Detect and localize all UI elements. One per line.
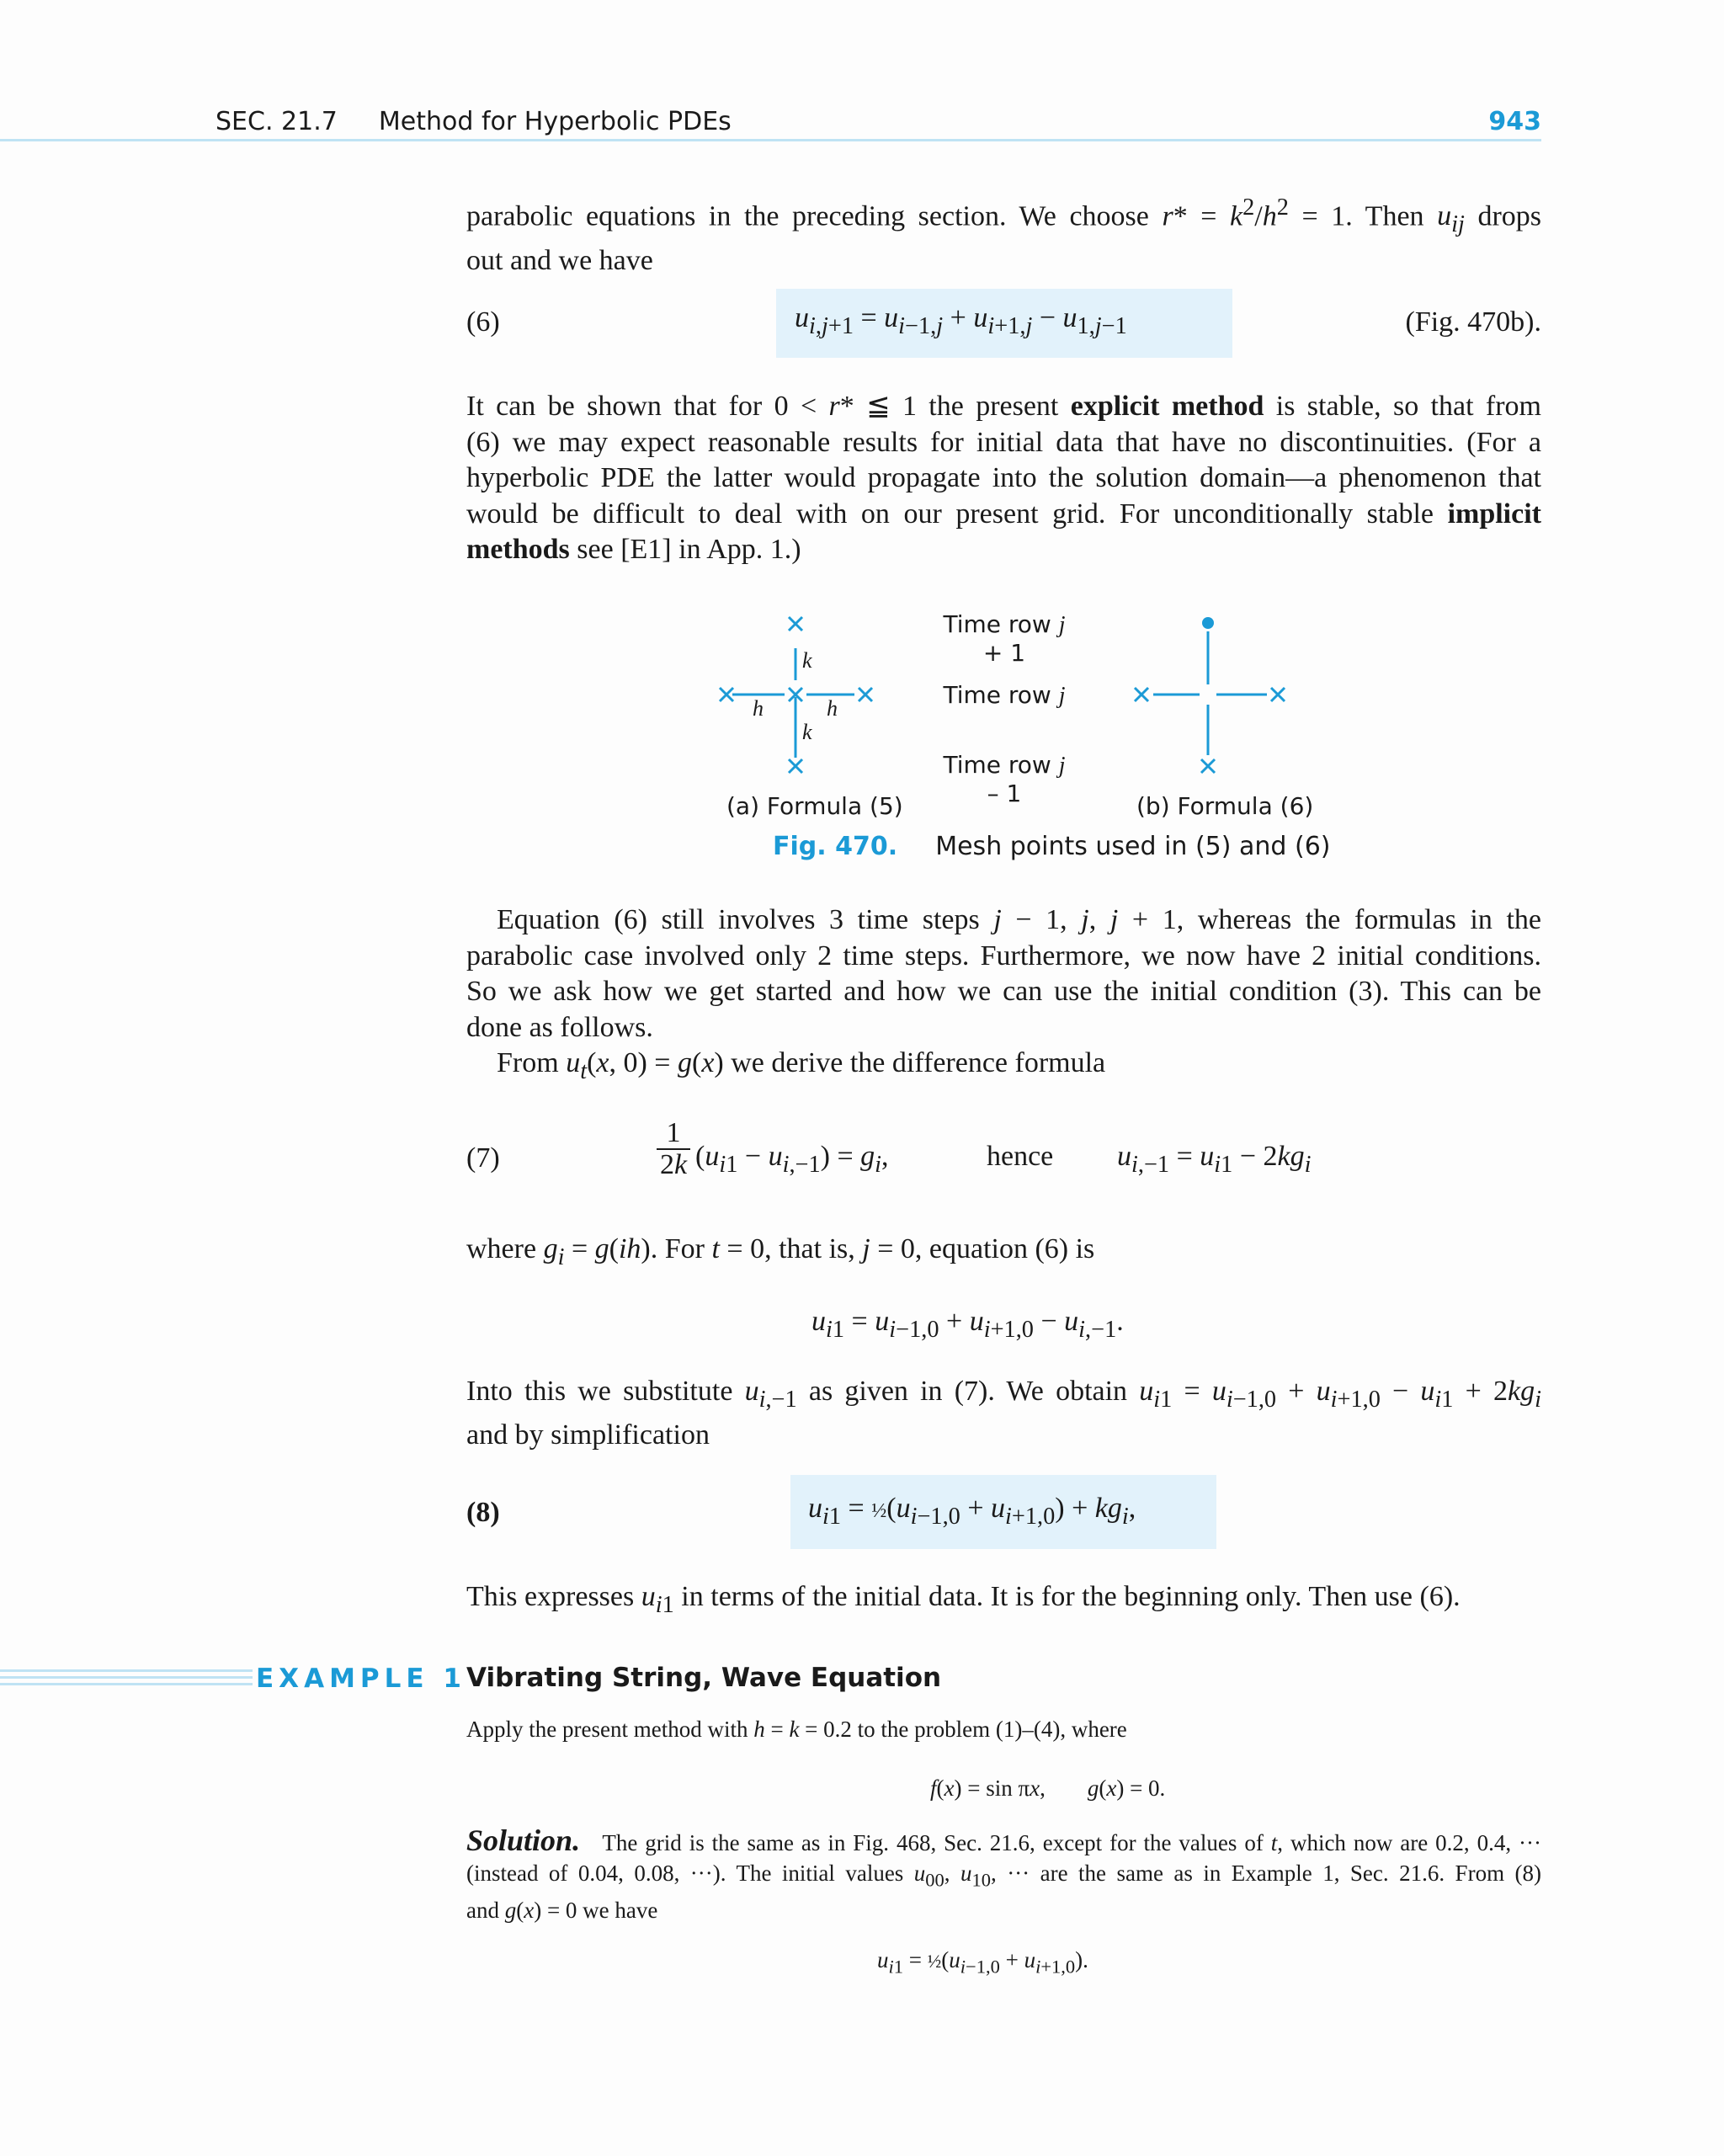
para3-line5: From $u_t(x$, 0) = g(x) we derive the difference formula <box>497 1047 1106 1084</box>
para2-line1: It can be shown that for 0 < r* ≦ 1 the present explicit method is stable, so that from <box>466 391 1541 422</box>
para3-line1: Equation (6) still involves 3 time steps j − 1, j, j + 1, whereas the formulas in the <box>497 904 1542 935</box>
para3-line3: So we ask how we get started and how we can use the initial condition (3). This can be <box>466 976 1541 1007</box>
example-intro: Apply the present method with h = k = 0.2 to the problem (1)–(4), where <box>466 1717 1127 1742</box>
solution-line1: Solution. The grid is the same as in Fig. 468, Sec. 21.6, except for the values of t, which now are 0.2, 0.4, ··· <box>466 1823 1541 1857</box>
paragraph-where: where $g_i = g(ih)$. For t = 0, that is, j = 0, equation (6) is <box>466 1233 1095 1270</box>
para2-line3: hyperbolic PDE the latter would propagate into the solution domain—a phenomenon that <box>466 462 1541 493</box>
fig-a-label-k-bottom: k <box>802 720 812 744</box>
eq6-formula: $u_{i,j+1} = u_{i-1,j} + u_{i+1,j} - u_{1,j-1}$ <box>795 302 1127 339</box>
fig-b-cross-right <box>1271 688 1285 701</box>
fig-a-cross-left <box>720 688 733 701</box>
fig-a-label-k-top: k <box>802 648 812 673</box>
section-title: Method for Hyperbolic PDEs <box>378 107 732 136</box>
fig-number: Fig. 470. <box>773 832 898 861</box>
para1-line1: parabolic equations in the preceding section. We choose $r* = k^2/h^2 = 1$. Then $u_{ij}$ drops <box>466 194 1541 238</box>
para2-line2: (6) we may expect reasonable results for initial data that have no discontinuities. (For a <box>466 426 1541 458</box>
paragraph-substitute <box>466 1374 1541 1454</box>
fig-title: Mesh points used in (5) and (6) <box>935 832 1331 861</box>
para2-line5: methods see [E1] in App. 1.) <box>466 534 801 565</box>
para1-line2: out and we have <box>466 244 653 276</box>
example-title: Vibrating String, Wave Equation <box>466 1663 942 1693</box>
solution-line2: (instead of 0.04, 0.08, ···). The initial values $u_{00}$, $u_{10}$, ··· are the same as in Example 1, Sec. 21.6. From (8) <box>466 1861 1542 1891</box>
fig-a-cross-right <box>859 688 872 701</box>
fig-caption-a: (a) Formula (5) <box>726 792 903 820</box>
fig-a-cross-bottom <box>789 759 802 773</box>
eq7-numerator: 1 <box>666 1117 681 1148</box>
para3-line2: parabolic case involved only 2 time steps. Furthermore, we now have 2 initial conditions. <box>466 940 1541 972</box>
fig-caption-b: (b) Formula (6) <box>1136 792 1314 820</box>
eq7-right: $u_{i,-1} = u_{i1} - 2kg_i$ <box>1117 1141 1312 1178</box>
fig-time-row-prev: Time row j – 1 <box>943 751 1066 807</box>
solution-line3: and g(x) = 0 we have <box>466 1898 658 1924</box>
fig-caption <box>773 832 1330 861</box>
fig-b-cross-left <box>1135 688 1148 701</box>
example-given: f(x) = sin πx, g(x) = 0. <box>930 1775 1166 1801</box>
solution-word: Solution. <box>466 1823 581 1857</box>
para2-line4: would be difficult to deal with on our present grid. For unconditionally stable implicit <box>466 498 1541 530</box>
eq8-formula: $u_{i1}$ = $\frac{1}{2}(u_{i-1,0} + u_{i+1,0}) + kg_i$, <box>808 1493 1136 1530</box>
fig-b-cross-bottom <box>1201 759 1215 773</box>
paragraph-intro <box>466 190 1541 279</box>
para5-line1: Into this we substitute $u_{i,-1}$ as given in (7). We obtain $u_{i1} = u_{i-1,0} + u_{i+1,0} - u_{i1} + 2kg_i$ <box>466 1376 1541 1413</box>
paragraph-stability <box>466 389 1541 568</box>
eq6-label: (6) <box>466 306 500 338</box>
eq-substituted: $u_{i1} = u_{i-1,0} + u_{i+1,0} - u_{i,-1}$. <box>811 1306 1124 1343</box>
eq7-fraction <box>657 1118 690 1180</box>
fig-a-label-h-right: h <box>827 696 838 721</box>
paragraph-time-steps <box>466 902 1541 1089</box>
para5-line2: and by simplification <box>466 1419 710 1451</box>
eq8-label: (8) <box>466 1497 500 1528</box>
eq7-left: $(u_{i1} - u_{i,-1}) = g_i$, <box>695 1141 889 1178</box>
example-solution <box>466 1825 1541 1925</box>
page-number: 943 <box>1488 107 1541 136</box>
fig-a-label-h-left: h <box>753 696 764 721</box>
fig-a-cross-top <box>789 617 802 631</box>
fig-time-row-next: Time row j + 1 <box>943 610 1066 667</box>
eq7-label: (7) <box>466 1142 500 1174</box>
paragraph-expresses: This expresses $u_{i1}$ in terms of the initial data. It is for the beginning only. Then use (6). <box>466 1581 1461 1618</box>
eq7-denominator: 2k <box>657 1148 690 1180</box>
eq6-figref: (Fig. 470b). <box>1405 306 1541 338</box>
example-label: EXAMPLE 1 <box>253 1664 470 1694</box>
fig-b-dot-top <box>1202 617 1214 629</box>
header-rule <box>0 139 1541 141</box>
para3-line4: done as follows. <box>466 1011 653 1043</box>
eq7-hence: hence <box>987 1141 1054 1172</box>
fig-time-row-current: Time row j <box>943 681 1066 709</box>
section-number: SEC. 21.7 <box>216 107 338 136</box>
example-final-eq: $u_{i1}$ = $\frac{1}{2}(u_{i-1,0} + u_{i+1,0})$. <box>877 1947 1088 1978</box>
running-header <box>216 107 732 136</box>
